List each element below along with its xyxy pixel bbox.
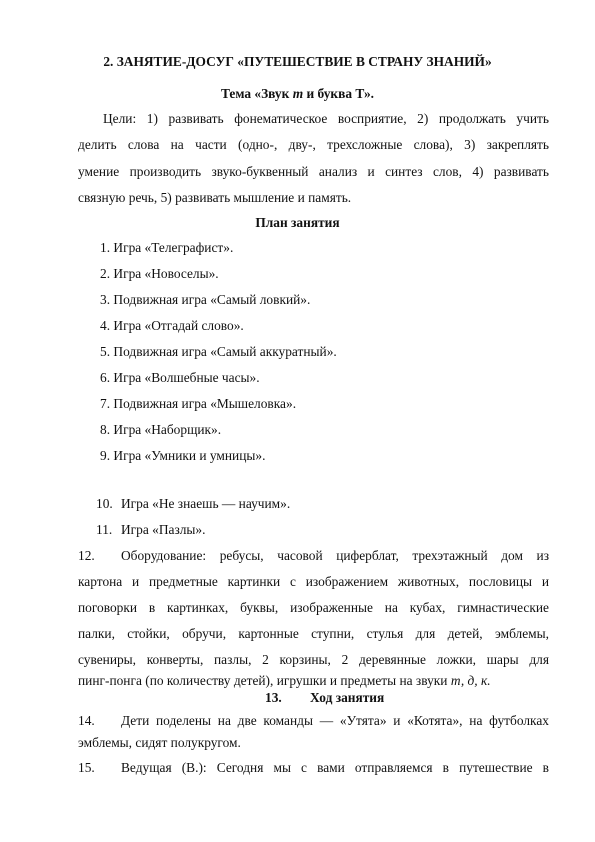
plan-item-text: Игра «Волшебные часы». <box>113 370 260 385</box>
plan-item-number: 1. <box>100 240 111 255</box>
plan-item-text: Игра «Новоселы». <box>113 266 219 281</box>
plan-item-text: Подвижная игра «Самый аккуратный». <box>113 344 337 359</box>
equipment-line: палки, стойки, обручи, картонные ступни, стулья для детей, эмблемы, <box>78 626 549 641</box>
plan-item-number: 10. <box>96 496 113 511</box>
paragraph-line: Дети поделены на две команды — «Утята» и «Котята», на футболках <box>121 713 549 728</box>
plan-item <box>100 370 260 386</box>
plan-item-number: 5. <box>100 344 111 359</box>
equipment-line-last <box>78 673 491 689</box>
plan-item-number: 8. <box>100 422 111 437</box>
plan-item-text: Подвижная игра «Самый ловкий». <box>113 292 311 307</box>
equipment-sounds: т, д, к. <box>450 673 491 688</box>
plan-item-text: Игра «Отгадай слово». <box>113 318 244 333</box>
plan-item-text: Игра «Телеграфист». <box>113 240 234 255</box>
plan-item-number: 6. <box>100 370 111 385</box>
plan-heading: План занятия <box>255 215 340 230</box>
course-heading: Ход занятия <box>310 690 385 705</box>
plan-item-text: Подвижная игра «Мышеловка». <box>113 396 297 411</box>
paragraph-line: Ведущая (В.): Сегодня мы с вами отправляемся в путешествие в <box>121 760 549 775</box>
topic-sound: т <box>292 86 304 101</box>
plan-item <box>100 396 296 412</box>
plan-item-text: Игра «Не знаешь — научим». <box>121 496 291 511</box>
plan-item <box>100 344 337 360</box>
equipment-line: сувениры, конверты, пазлы, 2 корзины, 2 деревянные ложки, шары для <box>78 652 549 667</box>
equipment-line: картона и предметные картинки с изображением животных, пословицы и <box>78 574 549 589</box>
goals-line: Цели: 1) развивать фонематическое восприятие, 2) продолжать учить <box>103 111 549 126</box>
plan-item-text: Игра «Пазлы». <box>121 522 206 537</box>
plan-item-text: Игра «Умники и умницы». <box>113 448 266 463</box>
equipment-line: Оборудование: ребусы, часовой циферблат, трехэтажный дом из <box>121 548 549 563</box>
goals-line: умение производить звуко-буквенный анализ и синтез слов, 4) развивать <box>78 164 549 179</box>
paragraph-number: 12. <box>78 548 95 563</box>
paragraph-number: 15. <box>78 760 95 775</box>
plan-item-text: Игра «Наборщик». <box>113 422 222 437</box>
document-title: 2. ЗАНЯТИЕ-ДОСУГ «ПУТЕШЕСТВИЕ В СТРАНУ ЗНАНИЙ» <box>103 54 492 69</box>
goals-line: связную речь, 5) развивать мышление и память. <box>78 190 352 205</box>
plan-item-number: 2. <box>100 266 111 281</box>
plan-item <box>100 266 219 282</box>
plan-item <box>100 318 244 334</box>
plan-item <box>100 292 310 308</box>
plan-item <box>100 422 221 438</box>
goals-line: делить слова на части (одно-, дву-, трехсложные слова), 3) закреплять <box>78 137 549 152</box>
topic-suffix: и буква Т». <box>303 86 375 101</box>
equipment-line-text: пинг-понга (по количеству детей), игрушки и предметы на звуки <box>78 673 451 688</box>
topic-line <box>0 86 595 102</box>
plan-item <box>100 448 265 464</box>
paragraph-number: 14. <box>78 713 95 728</box>
plan-item-number: 3. <box>100 292 111 307</box>
topic-prefix: Тема «Звук <box>220 86 293 101</box>
equipment-line: поговорки в картинках, буквы, изображенные на кубах, гимнастические <box>78 600 549 615</box>
paragraph-line: эмблемы, сидят полукругом. <box>78 735 241 750</box>
paragraph-number: 13. <box>265 690 282 705</box>
plan-item-number: 7. <box>100 396 111 411</box>
plan-item-number: 4. <box>100 318 111 333</box>
plan-item-number: 9. <box>100 448 111 463</box>
plan-item-number: 11. <box>96 522 113 537</box>
plan-item <box>100 240 233 256</box>
